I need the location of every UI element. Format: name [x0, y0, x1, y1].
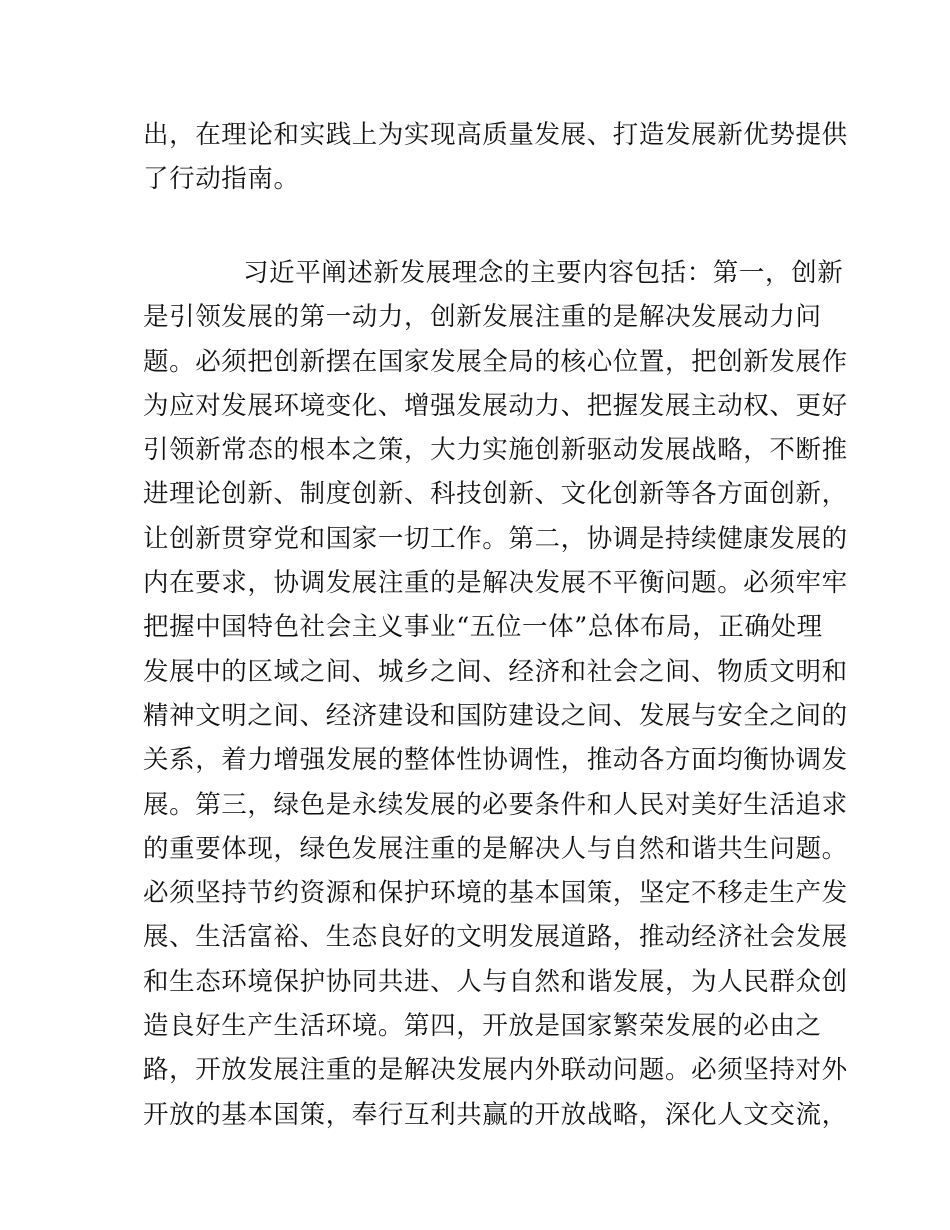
text-line: 了行动指南。 — [143, 164, 300, 195]
text-line: 造良好生产生活环境。第四，开放是国家繁荣发展的必由之 — [143, 1011, 822, 1042]
text-line: 是引领发展的第一动力，创新发展注重的是解决发展动力问 — [143, 302, 822, 333]
text-line: 必须坚持节约资源和保护环境的基本国策，坚定不移走生产发 — [143, 878, 848, 909]
paragraph-1 — [143, 113, 848, 202]
text-line: 习近平阐述新发展理念的主要内容包括：第一，创新 — [243, 258, 844, 288]
text-line: 让创新贯穿党和国家一切工作。第二，协调是持续健康发展的 — [143, 523, 848, 554]
text-line: 为应对发展环境变化、增强发展动力、把握发展主动权、更好 — [143, 390, 848, 421]
text-line: 和生态环境保护协同共进、人与自然和谐发展，为人民群众创 — [143, 966, 848, 997]
text-line: 进理论创新、制度创新、科技创新、文化创新等各方面创新， — [143, 479, 848, 510]
text-line: 把握中国特色社会主义事业“五位一体”总体布局，正确处理 — [143, 612, 823, 643]
text-line: 出，在理论和实践上为实现高质量发展、打造发展新优势提供 — [143, 120, 848, 150]
text-line: 题。必须把创新摆在国家发展全局的核心位置，把创新发展作 — [143, 346, 848, 377]
text-line: 开放的基本国策，奉行互利共赢的开放战略，深化人文交流， — [143, 1099, 848, 1130]
text-line: 内在要求，协调发展注重的是解决发展不平衡问题。必须牢牢 — [143, 568, 848, 599]
text-line: 发展中的区域之间、城乡之间、经济和社会之间、物质文明和 — [143, 656, 848, 687]
text-line: 关系，着力增强发展的整体性协调性，推动各方面均衡协调发 — [143, 745, 848, 776]
text-line: 的重要体现，绿色发展注重的是解决人与自然和谐共生问题。 — [143, 833, 848, 864]
text-line: 引领新常态的根本之策，大力实施创新驱动发展战略，不断推 — [143, 435, 848, 466]
text-line: 精神文明之间、经济建设和国防建设之间、发展与安全之间的 — [143, 700, 848, 731]
text-line: 展。第三，绿色是永续发展的必要条件和人民对美好生活追求 — [143, 789, 848, 820]
paragraph-2 — [143, 251, 848, 1137]
text-line: 路，开放发展注重的是解决发展内外联动问题。必须坚持对外 — [143, 1055, 848, 1086]
text-line: 展、生活富裕、生态良好的文明发展道路，推动经济社会发展 — [143, 922, 848, 953]
